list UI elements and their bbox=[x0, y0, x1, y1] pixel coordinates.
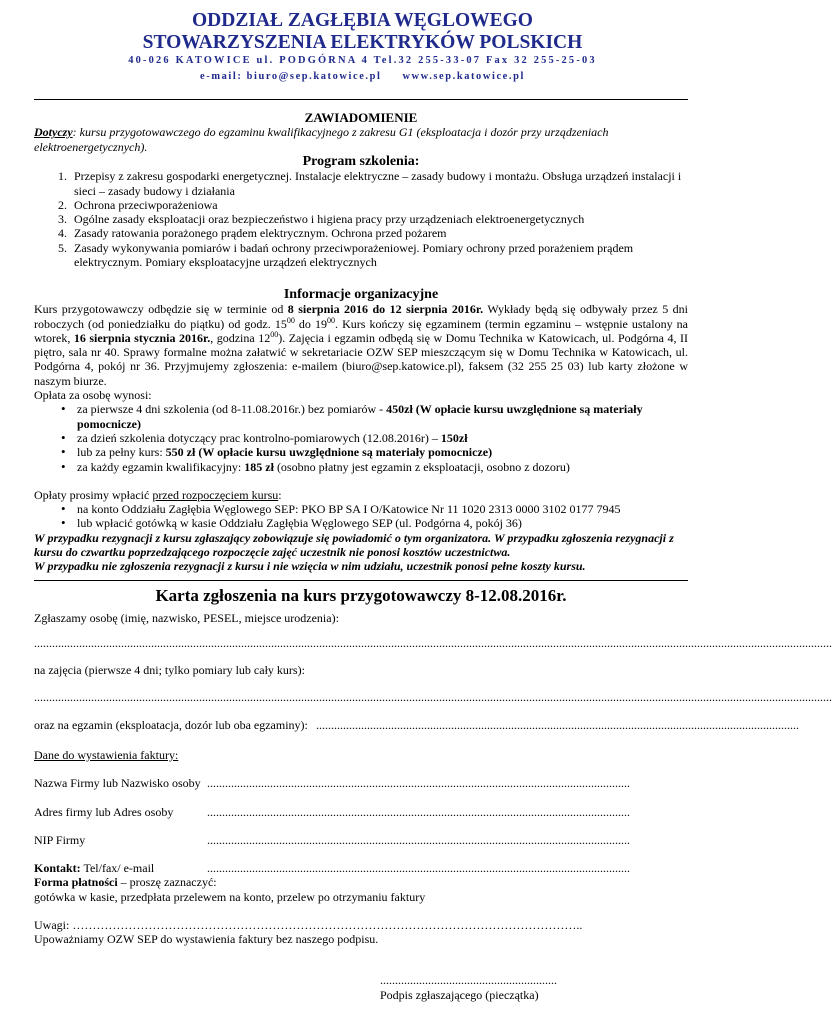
company-input-line[interactable]: ............................................................................................................................................. bbox=[207, 776, 630, 790]
payment-list bbox=[34, 502, 688, 531]
form-field-exam bbox=[34, 718, 799, 732]
contact-label-bold: Kontakt: bbox=[34, 861, 81, 875]
payment-form-label-text: – proszę zaznaczyć: bbox=[117, 875, 217, 889]
contact-label: Tel/fax/ e-mail bbox=[80, 861, 155, 875]
contact-input-line[interactable]: ............................................................................................................................................. bbox=[207, 861, 630, 875]
payment-item: • lub wpłacić gotówką w kasie Oddziału Zagłębia Węglowego SEP (ul. Podgórna 4, pokój 36) bbox=[77, 516, 688, 530]
remarks-input-line[interactable]: ……………………………………………………………………………………………………………….. bbox=[72, 918, 583, 932]
program-item: 5. Zasady wykonywania pomiarów i badań ochrony przeciwporażeniowej. Pomiary ochrony przed porażeniem prądem elektrycznym. Pomiary eksploatacyjne urządzeń elektrycznych bbox=[70, 241, 688, 270]
section-rule bbox=[34, 580, 688, 581]
program-item: 2. Ochrona przeciwporażeniowa bbox=[70, 198, 688, 212]
info-paragraph bbox=[34, 302, 688, 388]
org-email-www: e-mail: biuro@sep.katowice.pl www.sep.katowice.pl bbox=[200, 71, 525, 82]
spacer bbox=[34, 474, 688, 488]
payment-options[interactable]: gotówka w kasie, przedpłata przelewem na konto, przelew po otrzymaniu faktury bbox=[34, 890, 426, 904]
fee-amount: 550 zł (W opłacie kursu uwzględnione są materiały pomocnicze) bbox=[165, 445, 493, 460]
org-title-line1: ODDZIAŁ ZAGŁĘBIA WĘGLOWEGO bbox=[192, 10, 533, 31]
form-field-classes-label: na zajęcia (pierwsze 4 dni; tylko pomiary lub cały kurs): bbox=[34, 663, 305, 677]
info-section bbox=[34, 288, 688, 574]
program-item: 1. Przepisy z zakresu gospodarki energetycznej. Instalacje elektryczne – zasady budowy i montażu. Obsługa urządzeń instalacji i sieci – zasady budowy i działania bbox=[70, 169, 688, 198]
notice-section bbox=[34, 111, 688, 154]
contact-field bbox=[34, 861, 688, 875]
invoice-heading: Dane do wystawienia faktury: bbox=[34, 748, 179, 762]
info-text: Wykłady będą się odbywały przez 5 dni roboczych (od poniedziałku do piątku) od godz. 15 bbox=[34, 302, 688, 331]
fee-item bbox=[77, 460, 688, 474]
info-text: , godzina 12 bbox=[210, 330, 271, 345]
resignation-warning: W przypadku rezygnacji z kursu zgłaszający zobowiązuje się powiadomić o tym organizatora. W przypadku zgłoszenia rezygnacji z kursu do czwartku poprzedzającego rozpoczęcie zajęć uczestnik nie ponosi kosztów uczestnictwa. bbox=[34, 530, 674, 560]
program-item: 3. Ogólne zasady eksploatacji oraz bezpieczeństwo i higiena pracy przy urządzeniach elektroenergetycznych bbox=[70, 212, 688, 226]
sup-minutes: 00 bbox=[270, 329, 279, 339]
payment-form-label-bold: Forma płatności bbox=[34, 875, 118, 889]
address-input-line[interactable]: ............................................................................................................................................. bbox=[207, 805, 630, 819]
sup-minutes: 00 bbox=[286, 315, 295, 325]
exam-label: oraz na egzamin (eksploatacja, dozór lub oba egzaminy): bbox=[34, 718, 308, 732]
program-section bbox=[34, 155, 688, 269]
fee-desc: za pierwsze 4 dni szkolenia (od 8-11.08.2016r.) bez pomiarów - bbox=[77, 402, 387, 417]
sup-minutes: 00 bbox=[326, 315, 335, 325]
payment-intro bbox=[34, 488, 688, 502]
nip-label: NIP Firmy bbox=[34, 833, 86, 847]
info-text: do 19 bbox=[294, 316, 327, 331]
payment-form-label bbox=[34, 875, 688, 889]
fee-desc: lub za pełny kurs: bbox=[77, 445, 166, 460]
fee-item bbox=[77, 445, 688, 459]
program-item: 4. Zasady ratowania porażonego prądem elektrycznym. Ochrona przed pożarem bbox=[70, 226, 688, 240]
fee-amount: 450zł (W opłacie kursu uwzględnione są materiały pomocnicze) bbox=[77, 402, 643, 431]
company-label: Nazwa Firmy lub Nazwisko osoby bbox=[34, 776, 201, 790]
address-field bbox=[34, 805, 688, 819]
program-list bbox=[34, 169, 688, 269]
address-label: Adres firmy lub Adres osoby bbox=[34, 805, 174, 819]
fee-desc: za każdy egzamin kwalifikacyjny: bbox=[77, 459, 245, 474]
org-address: 40-026 KATOWICE ul. PODGÓRNA 4 Tel.32 255-33-07 Fax 32 255-25-03 bbox=[128, 55, 597, 66]
signature-line[interactable]: ........................................................... bbox=[380, 973, 557, 987]
info-text: . Kurs kończy się egzaminem (termin egzaminu – wstępnie ustalony na wtorek, bbox=[34, 316, 688, 345]
header-rule bbox=[34, 99, 688, 100]
fees-list bbox=[34, 402, 688, 473]
exam-input-line[interactable]: ................................................................................................................................................................. bbox=[316, 718, 799, 732]
org-title-line2: STOWARZYSZENIA ELEKTRYKÓW POLSKICH bbox=[142, 32, 583, 53]
payment-intro-text: Opłaty prosimy wpłacić bbox=[34, 487, 153, 502]
remarks-field bbox=[34, 918, 688, 932]
fee-desc: za dzień szkolenia dotyczący prac kontrolno-pomiarowych (12.08.2016r) – bbox=[77, 430, 441, 445]
dotyczy-label: Dotyczy bbox=[34, 125, 73, 140]
person-input-line[interactable]: .......................................................................................................................................................................................................................................................................... bbox=[34, 636, 832, 650]
fee-amount: 150zł bbox=[440, 430, 468, 445]
form-title bbox=[34, 586, 688, 605]
payment-deadline: przed rozpoczęciem kursu bbox=[152, 487, 279, 502]
nip-field bbox=[34, 833, 688, 847]
info-title: Informacje organizacyjne bbox=[283, 287, 439, 302]
fee-item bbox=[77, 431, 688, 445]
fee-item bbox=[77, 402, 688, 431]
notice-dotyczy bbox=[34, 125, 688, 154]
signature-label: Podpis zgłaszającego (pieczątka) bbox=[380, 988, 539, 1002]
info-text: Kurs przygotowawczy odbędzie się w terminie od bbox=[34, 302, 288, 317]
notice-title: ZAWIADOMIENIE bbox=[304, 110, 418, 125]
resignation-cost-warning: W przypadku nie zgłoszenia rezygnacji z kursu i nie wzięcia w nim udziału, uczestnik ponosi pełne koszty kursu. bbox=[34, 559, 586, 574]
nip-input-line[interactable]: ............................................................................................................................................. bbox=[207, 833, 630, 847]
payment-intro-colon: : bbox=[278, 487, 282, 502]
payment-item: • na konto Oddziału Zagłębia Węglowego SEP: PKO BP SA I O/Katowice Nr 11 1020 2313 0000 3102 0177 7945 bbox=[77, 502, 688, 516]
program-title: Program szkolenia: bbox=[302, 154, 420, 169]
fee-note: (osobno płatny jest egzamin z eksploatacji, osobno z dozoru) bbox=[273, 459, 570, 474]
info-text: ). Zajęcia i egzamin odbędą się w Domu Technika w Katowicach, ul. Podgórna 4, II piętro, sala nr 40. Sprawy formalne można załatwić w sekretariacie OZW SEP mieszczącym się w Domu Technika w Katowicach, ul. Podgórna 4, pokój nr 36. Przyjmujemy zgłoszenia: e-mailem (biuro@sep.katowice.pl), faksem (32 255 25 03) lub karty złożone w naszym biurze. bbox=[34, 330, 688, 388]
org-title bbox=[0, 10, 725, 54]
exam-date: 16 sierpnia stycznia 2016r. bbox=[73, 330, 211, 345]
dotyczy-text: : kursu przygotowawczego do egzaminu kwalifikacyjnego z zakresu G1 (eksploatacja i dozór przy urządzeniach elektroenergetycznych). bbox=[34, 125, 609, 154]
classes-input-line[interactable]: .......................................................................................................................................................................................................................................................................... bbox=[34, 690, 832, 704]
form-heading: Karta zgłoszenia na kurs przygotowawczy 8-12.08.2016r. bbox=[155, 586, 567, 605]
authorization-note: Upoważniamy OZW SEP do wystawienia faktury bez naszego podpisu. bbox=[34, 932, 379, 946]
remarks-label: Uwagi: bbox=[34, 918, 73, 932]
course-dates: 8 sierpnia 2016 do 12 sierpnia 2016r. bbox=[287, 302, 484, 317]
company-field bbox=[34, 776, 688, 790]
fee-amount: 185 zł bbox=[244, 459, 274, 474]
form-field-person-label: Zgłaszamy osobę (imię, nazwisko, PESEL, miejsce urodzenia): bbox=[34, 611, 339, 625]
fees-intro: Opłata za osobę wynosi: bbox=[34, 388, 152, 403]
org-contact bbox=[0, 53, 725, 85]
